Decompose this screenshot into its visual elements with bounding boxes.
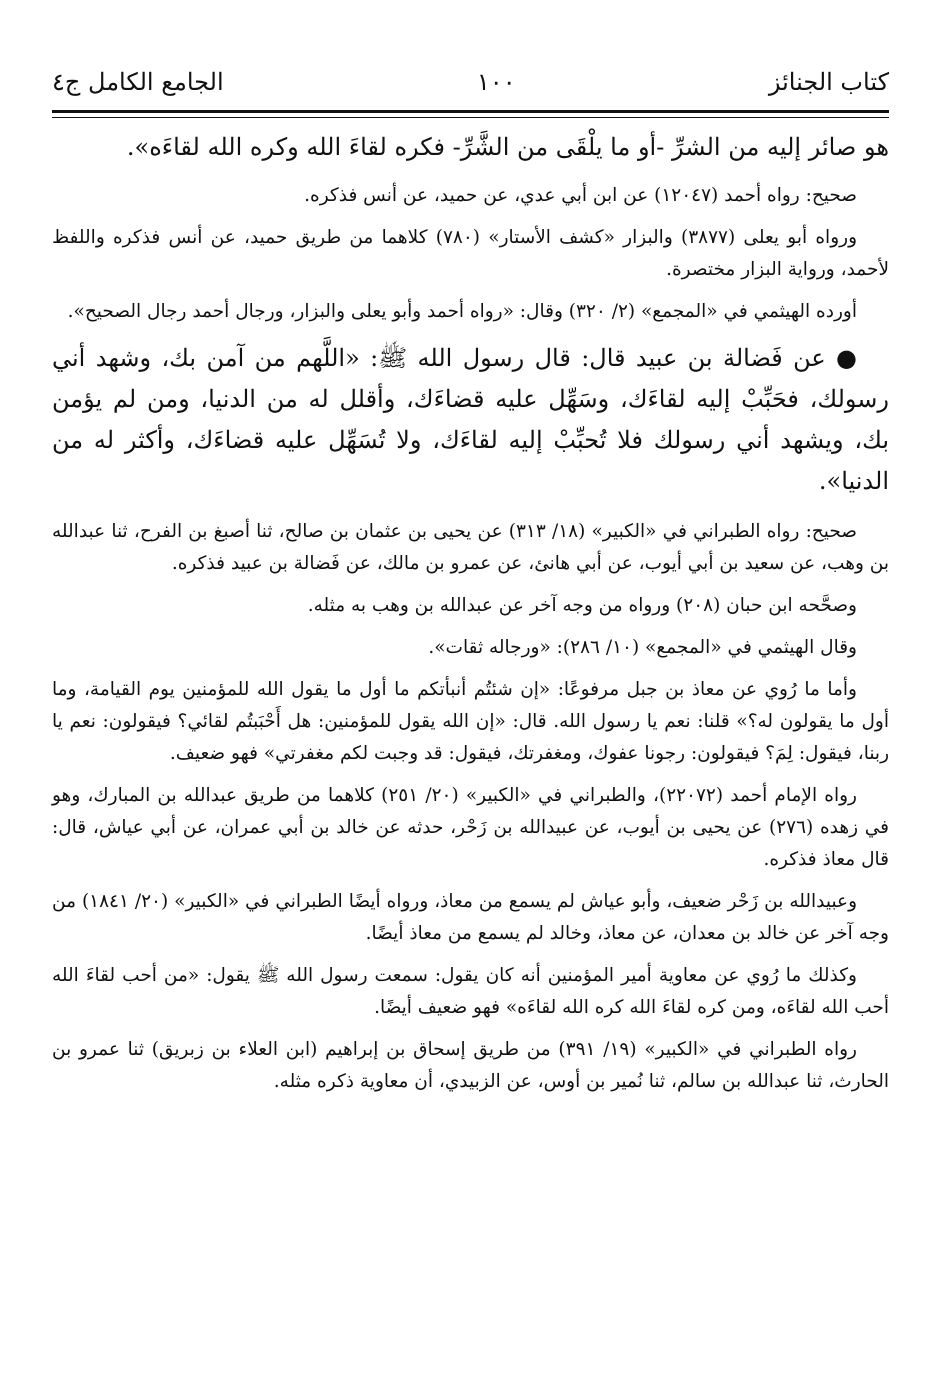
page-number: ١٠٠ xyxy=(476,68,516,96)
takhrij-paragraph: ورواه أبو يعلى (٣٨٧٧) والبزار «كشف الأستار» (٧٨٠) كلاهما من طريق حميد، عن أنس فذكره واللفظ لأحمد، ورواية البزار مختصرة. xyxy=(52,227,889,280)
takhrij-paragraph: أورده الهيثمي في «المجمع» (٢/ ٣٢٠) وقال: «رواه أحمد وأبو يعلى والبزار، ورجال أحمد رجال الصحيح». xyxy=(67,301,857,322)
header-rule-thick xyxy=(52,110,889,113)
chapter-title: كتاب الجنائز xyxy=(768,68,889,96)
page-header xyxy=(52,62,889,102)
hadith-continuation: هو صائر إليه من الشرِّ -أو ما يلْقَى من الشَّرِّ- فكره لقاءَ الله وكره الله لقاءَه». xyxy=(126,133,889,161)
takhrij-paragraph: وقال الهيثمي في «المجمع» (١٠/ ٢٨٦): «ورجاله ثقات». xyxy=(428,637,857,658)
book-title: الجامع الكامل ج٤ xyxy=(52,68,224,96)
header-rule-thin xyxy=(52,117,889,118)
commentary-paragraph: وأما ما رُوي عن معاذ بن جبل مرفوعًا: «إن شئتُم أنبأتكم ما أول ما يقول الله للمؤمنين يوم القيامة، وما أول ما يقولون له؟» قلنا: نعم يا رسول الله. قال: «إن الله يقول للمؤمنين: هل أَحْبَبتُم لقائي؟ فيقولون: نعم يا ربنا، فيقول: لِمَ؟ فيقولون: رجونا عفوك، ومغفرتك، فيقول: قد وجبت لكم مغفرتي» فهو ضعيف. xyxy=(52,679,889,764)
commentary-paragraph: وعبيدالله بن زَحْر ضعيف، وأبو عياش لم يسمع من معاذ، ورواه أيضًا الطبراني في «الكبير» (٢٠/ ١٨٤١) من وجه آخر عن خالد بن معدان، عن معاذ، وخالد لم يسمع من معاذ أيضًا. xyxy=(52,891,889,944)
page-body xyxy=(52,126,889,1108)
takhrij-paragraph: صحيح: رواه أحمد (١٢٠٤٧) عن ابن أبي عدي، عن حميد، عن أنس فذكره. xyxy=(304,185,857,206)
takhrij-paragraph: وصحَّحه ابن حبان (٢٠٨) ورواه من وجه آخر عن عبدالله بن وهب به مثله. xyxy=(307,595,857,616)
takhrij-paragraph: رواه الطبراني في «الكبير» (١٩/ ٣٩١) من طريق إسحاق بن إبراهيم (ابن العلاء بن زبريق) ثنا عمرو بن الحارث، ثنا عبدالله بن سالم، ثنا نُمير بن أوس، عن الزبيدي، أن معاوية ذكره مثله. xyxy=(52,1039,889,1092)
hadith-paragraph: ● عن فَضالة بن عبيد قال: قال رسول الله ﷺ: «اللَّهم من آمن بك، وشهد أني رسولك، فحَبِّبْ إليه لقاءَك، وسَهِّل عليه قضاءَك، وأقلل له من الدنيا، ومن لم يؤمن بك، ويشهد أني رسولك فلا تُحبِّبْ إليه لقاءَك، ولا تُسَهِّل عليه قضاءَك، وأكثر له من الدنيا». xyxy=(52,344,889,495)
commentary-paragraph: وكذلك ما رُوي عن معاوية أمير المؤمنين أنه كان يقول: سمعت رسول الله ﷺ يقول: «من أحب لقاءَ الله أحب الله لقاءَه، ومن كره لقاءَ الله كره الله لقاءَه» فهو ضعيف أيضًا. xyxy=(52,965,889,1018)
takhrij-paragraph: رواه الإمام أحمد (٢٢٠٧٢)، والطبراني في «الكبير» (٢٠/ ٢٥١) كلاهما من طريق عبدالله بن المبارك، وهو في زهده (٢٧٦) عن يحيى بن أيوب، عن عبيدالله بن زَحْر، حدثه عن خالد بن أبي عمران، عن أبي عياش، قال: قال معاذ فذكره. xyxy=(52,785,889,870)
takhrij-paragraph: صحيح: رواه الطبراني في «الكبير» (١٨/ ٣١٣) عن يحيى بن عثمان بن صالح، ثنا أصبغ بن الفرح، ثنا عبدالله بن وهب، عن سعيد بن أبي أيوب، عن أبي هانئ، عن عمرو بن مالك، عن فَضالة بن عبيد فذكره. xyxy=(52,521,889,574)
